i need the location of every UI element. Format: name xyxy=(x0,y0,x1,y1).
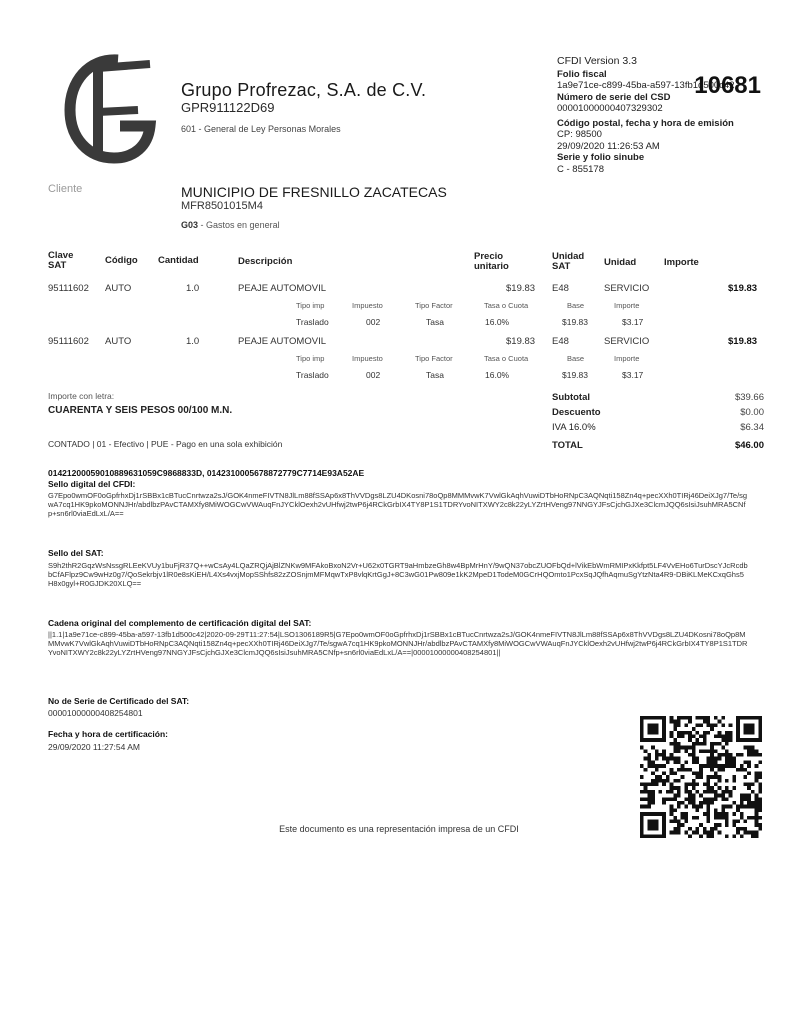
total-label: TOTAL xyxy=(552,440,583,451)
cadena-label: Cadena original del complemento de certificación digital del SAT: xyxy=(48,618,312,628)
tax-importe: $3.17 xyxy=(622,317,644,327)
tax-th-importe: Importe xyxy=(614,354,640,363)
csd-label: Número de serie del CSD xyxy=(557,91,671,103)
tax-th-tipo: Tipo imp xyxy=(296,354,325,363)
qr-code xyxy=(640,716,762,838)
footer-note: Este documento es una representación impresa de un CFDI xyxy=(279,824,519,834)
row-cantidad: 1.0 xyxy=(186,283,200,294)
tax-tasa: 16.0% xyxy=(485,370,510,380)
sello-sat: S9h2thR2GqzWsNssgRLEeKVUy1buFjR37Q++wCsAy4LQaZRQjAjBlZNKw9MFAkoBxoN2Vr+U62x0TGRT9aHmbzeGh8w4BpMrHnY/9wQN37obcZUOFbQd+lVikEbWmRMIPxKkfpt5LF4VvEHo6TurDscYJcRcdbbCfAFlpz9Cw9wHz0g7/QoSekrbjv1lR0e8sKiEH/L4Xs4vxjMopSShfs82zZOSnjmMFMqwTxP8vlqKrtGgJ+8C3wG01Pw809e1kK2MpeD1TodeM0GCrHQOmto1PcxSqJQfhAqmuSgYtzNta4R9-DBiKLMeKCxqGhs5H8x0gyl+R0GJDK20XLQ== xyxy=(48,561,748,589)
th-unidad-sat: Unidad SAT xyxy=(552,251,585,272)
row-clave: 95111602 xyxy=(48,283,89,294)
row-precio: $19.83 xyxy=(506,336,536,347)
subtotal-label: Subtotal xyxy=(552,392,590,403)
cadena-original: ||1.1|1a9e71ce-c899-45ba-a597-13fb1d500c42|2020-09-29T11:27:54|LSO1306189R5|G7Epo0wmOF0oGpfrhxDj1rSBBx1cBTucCnrtwza2sJ/GOK4nmeFIVTN8JlLm88fSSAp6x8ThVVDgs8LZU4DKosni78oQp8MMMvwK7VwlGkAqhVuwiDTbHoRNpC3AQNqti158Zn4q+pecXXh0TIRj46DeiXJg7/Te/sgwA7cq1HK9pkoMONNJHr/abdlbzPAvCTAMXfy8MiWOGCwVWAuqFnJYCklOexh2vUHfwj2twP6j4RCkGrbIX4TY8P1S1TDRYvoNITXWY2c8k22yLYZrtHVeng97NNGYJFsCjchGJXe3ClcmJQQ6sIsiJsuhMRA5CNfp+sn6rl0viaEdLxL/A==|00001000000408254801|| xyxy=(48,630,748,658)
folio-value: 1a9e71ce-c899-45ba-a597-13fb1d500c42 xyxy=(557,80,735,91)
tax-tipo: Traslado xyxy=(296,317,329,327)
client-use-code: G03 xyxy=(181,220,199,230)
th-codigo: Código xyxy=(105,255,138,266)
tax-base: $19.83 xyxy=(562,317,588,327)
invoice-number: 10681 xyxy=(694,71,761,99)
issuer-rfc: GPR911122D69 xyxy=(181,100,275,115)
iva-label: IVA 16.0% xyxy=(552,422,596,433)
sello-cfdi: G7Epo0wmOF0oGpfrhxDj1rSBBx1cBTucCnrtwza2sJ/GOK4nmeFIVTN8JlLm88fSSAp6x8ThVVDgs8LZU4DKosni78oQp8MMMvwK7VwlGkAqhVuwiDTbHoRNpC3AQNqti158Zn4q+pecXXh0TIRj46DeiXJg7/Te/sgwA7cq1HK9pkoMONNJHr/abdlbzPAvCTAMXfy8MiWOGCwVWAuqFnJYCklOexh2vUHfwj2twP6j4RCkGrbIX4TY8P1S1TDRYvoNITXWY2c8k22yLYZrtHVeng97NNGYJFsCjchGJXe3ClcmJQQ6sIsiJsuhMRA5CNfp+sn6rl0viaEdLxL/A== xyxy=(48,491,748,519)
client-use xyxy=(181,220,280,230)
tax-th-base: Base xyxy=(567,301,585,310)
row-codigo: AUTO xyxy=(105,336,132,347)
tax-th-impuesto: Impuesto xyxy=(352,354,383,363)
client-name: MUNICIPIO DE FRESNILLO ZACATECAS xyxy=(181,184,447,200)
cp-label: Código postal, fecha y hora de emisión xyxy=(557,117,734,129)
barcode-string: 01421200059010889631059C9868833D, 0142310005678872779C7714E93A52AE xyxy=(48,468,365,478)
row-unidad: SERVICIO xyxy=(604,283,650,294)
th-descripcion: Descripción xyxy=(238,256,293,267)
tax-tipo: Traslado xyxy=(296,370,329,380)
tax-th-factor: Tipo Factor xyxy=(415,301,453,310)
tax-base: $19.83 xyxy=(562,370,588,380)
issuer-regime: 601 - General de Ley Personas Morales xyxy=(181,124,341,134)
row-importe: $19.83 xyxy=(728,283,758,294)
th-clave: Clave SAT xyxy=(48,250,74,271)
tax-th-importe: Importe xyxy=(614,301,640,310)
folio-label: Folio fiscal xyxy=(557,68,607,80)
th-precio: Precio unitario xyxy=(474,251,509,272)
tax-tasa: 16.0% xyxy=(485,317,510,327)
company-logo xyxy=(58,52,158,164)
row-unidad: SERVICIO xyxy=(604,336,650,347)
th-importe: Importe xyxy=(664,257,699,268)
descuento-label: Descuento xyxy=(552,407,601,418)
tax-th-tipo: Tipo imp xyxy=(296,301,325,310)
tax-th-base: Base xyxy=(567,354,585,363)
tax-th-factor: Tipo Factor xyxy=(415,354,453,363)
cfdi-version: CFDI Version 3.3 xyxy=(557,55,637,67)
row-clave: 95111602 xyxy=(48,336,89,347)
row-descripcion: PEAJE AUTOMOVIL xyxy=(238,283,326,294)
cert-date-label: Fecha y hora de certificación: xyxy=(48,729,168,739)
row-precio: $19.83 xyxy=(506,283,536,294)
totals-block xyxy=(552,392,764,462)
csd-value: 00001000000407329302 xyxy=(557,103,663,114)
th-unidad: Unidad xyxy=(604,257,637,268)
sello-sat-label: Sello del SAT: xyxy=(48,548,104,558)
subtotal-value: $39.66 xyxy=(734,392,764,403)
serie-label: Serie y folio sinube xyxy=(557,152,645,163)
tax-impuesto: 002 xyxy=(366,317,381,327)
sello-cfdi-label: Sello digital del CFDI: xyxy=(48,479,136,489)
row-codigo: AUTO xyxy=(105,283,132,294)
th-cantidad: Cantidad xyxy=(158,255,199,266)
iva-value: $6.34 xyxy=(740,422,764,433)
client-use-desc: - Gastos en general xyxy=(200,220,280,230)
issuer-name: Grupo Profrezac, S.A. de C.V. xyxy=(181,80,427,100)
cert-date: 29/09/2020 11:27:54 AM xyxy=(48,742,141,752)
tax-factor: Tasa xyxy=(426,370,444,380)
cert-number: 00001000000408254801 xyxy=(48,708,143,718)
cfdi-info xyxy=(557,56,767,175)
client-label: Cliente xyxy=(48,183,83,195)
row-importe: $19.83 xyxy=(728,336,758,347)
tax-th-impuesto: Impuesto xyxy=(352,301,383,310)
serie-value: C - 855178 xyxy=(557,163,605,175)
cp-value: CP: 98500 xyxy=(557,129,602,140)
cert-label: No de Serie de Certificado del SAT: xyxy=(48,696,190,706)
tax-th-tasa: Tasa o Cuota xyxy=(484,301,529,310)
descuento-value: $0.00 xyxy=(740,407,764,418)
row-descripcion: PEAJE AUTOMOVIL xyxy=(238,336,326,347)
tax-importe: $3.17 xyxy=(622,370,644,380)
emission-date: 29/09/2020 11:26:53 AM xyxy=(557,140,660,152)
tax-th-tasa: Tasa o Cuota xyxy=(484,354,529,363)
client-rfc: MFR8501015M4 xyxy=(181,200,263,212)
row-unidad-sat: E48 xyxy=(552,336,569,347)
payment-info: CONTADO | 01 - Efectivo | PUE - Pago en una sola exhibición xyxy=(48,439,283,449)
tax-factor: Tasa xyxy=(426,317,444,327)
tax-impuesto: 002 xyxy=(366,370,381,380)
total-value: $46.00 xyxy=(734,440,764,451)
row-cantidad: 1.0 xyxy=(186,336,200,347)
row-unidad-sat: E48 xyxy=(552,283,569,294)
amount-words: CUARENTA Y SEIS PESOS 00/100 M.N. xyxy=(48,405,233,416)
amount-words-label: Importe con letra: xyxy=(48,391,115,401)
